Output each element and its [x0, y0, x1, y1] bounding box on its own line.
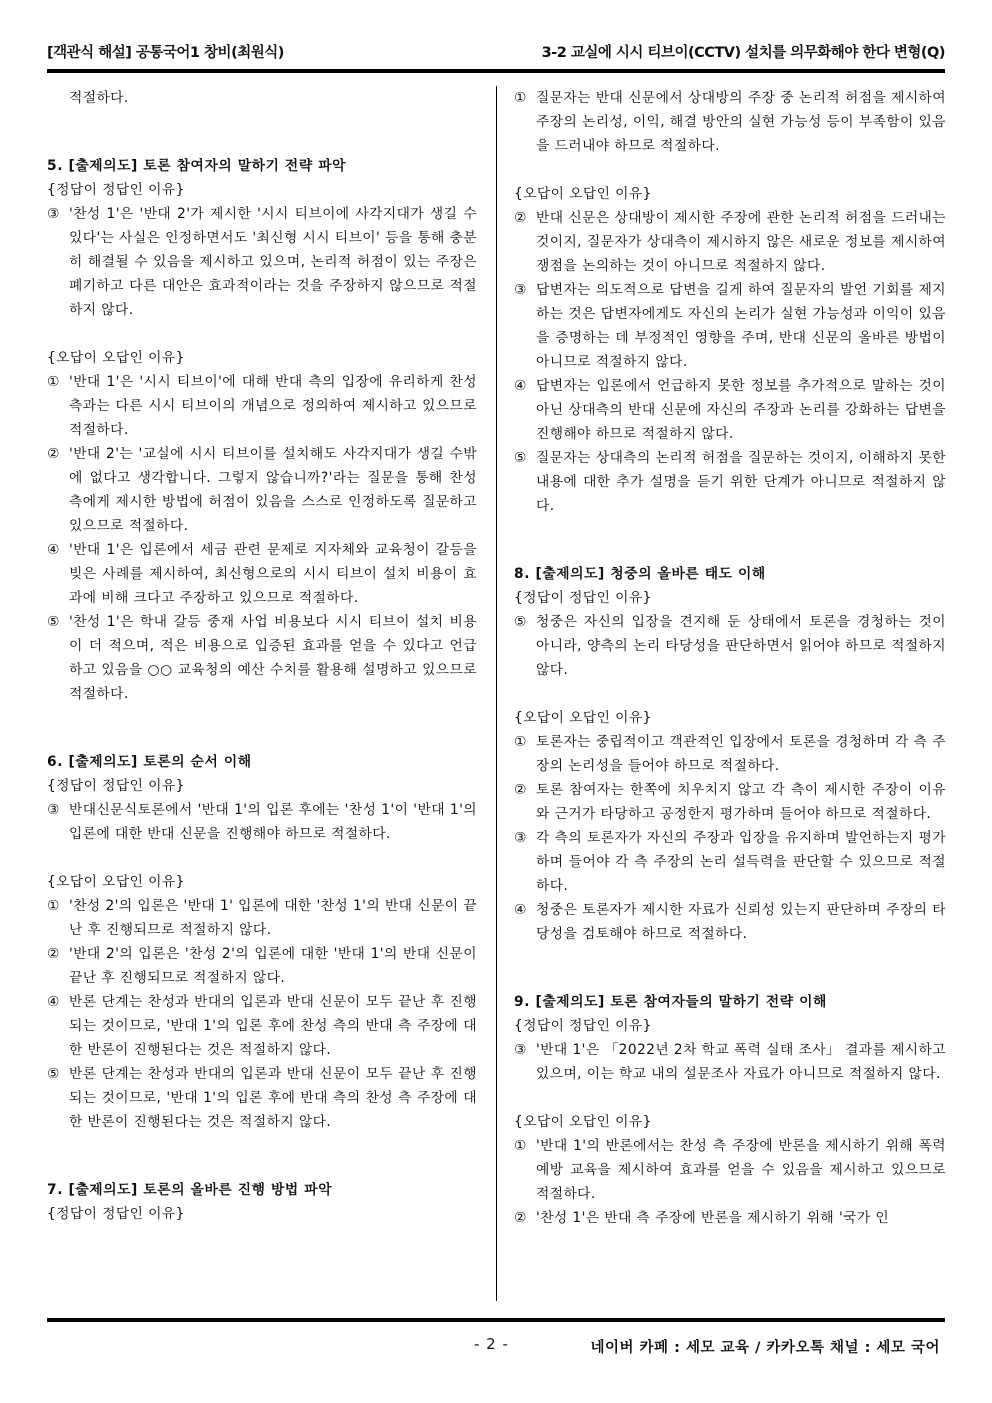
list-item: [514, 1038, 946, 1086]
item-text: '반대 1'의 반론에서는 찬성 측 주장에 반론을 제시하기 위해 폭력 예방 교육을 제시하여 효과를 얻을 수 있음을 제시하고 있으므로 적절하다.: [536, 1138, 946, 1202]
item-number: ③: [47, 802, 60, 818]
q5-wrong-list: [47, 370, 477, 706]
item-number: ①: [514, 1138, 527, 1154]
q6-wrong-list: [47, 894, 477, 1134]
header-right-title: 3-2 교실에 시시 티브이(CCTV) 설치를 의무화해야 한다 변형(Q): [541, 44, 945, 61]
item-text: 반대신문식토론에서 '반대 1'의 입론 후에는 '찬성 1'이 '반대 1'의 입론에 대한 반대 신문을 진행해야 하므로 적절하다.: [69, 802, 477, 842]
item-number: ②: [514, 1210, 527, 1226]
list-item: [514, 730, 946, 778]
q9-wrong-label: {오답이 오답인 이유}: [514, 1114, 652, 1130]
q7-wrong-list: [514, 206, 946, 518]
list-item: [47, 538, 477, 610]
q9-correct-list: [514, 1038, 946, 1086]
item-text: 질문자는 상대측의 논리적 허점을 질문하는 것이지, 이해하지 못한 내용에 대한 추가 설명을 듣기 위한 단계가 아니므로 적절하지 않다.: [536, 450, 946, 514]
q5-wrong-label: {오답이 오답인 이유}: [47, 350, 185, 366]
q8-wrong-list: [514, 730, 946, 946]
item-number: ⑤: [514, 614, 527, 630]
list-item: [47, 442, 477, 538]
item-text: '반대 2'의 입론은 '찬성 2'의 입론에 대한 '반대 1'의 반대 신문이 끝난 후 진행되므로 적절하지 않다.: [69, 946, 477, 986]
q6-title: 6. [출제의도] 토론의 순서 이해: [47, 754, 252, 770]
item-text: '찬성 1'은 '반대 2'가 제시한 '시시 티브이에 사각지대가 생길 수 있다'는 사실은 인정하면서도 '최신형 시시 티브이' 등을 통해 충분히 해결될 수 있음을 제시하고 있으며, 논리적 허점이 있는 주장은 폐기하고 다른 대안은 효과적이라는 것을 주장하지 않으므로 적절하지 않다.: [69, 206, 477, 318]
header-left-title: [객관식 해설] 공통국어1 창비(최원식): [47, 44, 284, 61]
item-number: ④: [514, 378, 527, 394]
item-text: 토론자는 중립적이고 객관적인 입장에서 토론을 경청하며 각 측 주장의 논리성을 들어야 하므로 적절하다.: [536, 734, 946, 774]
item-number: ③: [47, 206, 60, 222]
item-text: '반대 2'는 '교실에 시시 티브이를 설치해도 사각지대가 생길 수밖에 없다고 생각합니다. 그렇지 않습니까?'라는 질문을 통해 찬성 측에게 제시한 방법에 허점이 있음을 스스로 인정하도록 질문하고 있으므로 적절하다.: [69, 446, 477, 534]
footer-rule: [47, 1318, 945, 1322]
list-item: [514, 610, 946, 682]
q8-title: 8. [출제의도] 청중의 올바른 태도 이해: [514, 566, 766, 582]
carry-over-text: 적절하다.: [69, 90, 129, 106]
q6-wrong-label: {오답이 오답인 이유}: [47, 874, 185, 890]
q5-correct-list: [47, 202, 477, 322]
list-item: [514, 278, 946, 374]
item-number: ①: [47, 898, 60, 914]
item-text: 반론 단계는 찬성과 반대의 입론과 반대 신문이 모두 끝난 후 진행되는 것이므로, '반대 1'의 입론 후에 반대 측의 찬성 측 주장에 대한 반론이 진행된다는 것은 적절하지 않다.: [69, 1066, 477, 1130]
q8-correct-label: {정답이 정답인 이유}: [514, 590, 652, 606]
item-number: ②: [47, 446, 60, 462]
item-number: ①: [514, 90, 527, 106]
item-text: 청중은 자신의 입장을 견지해 둔 상태에서 토론을 경청하는 것이 아니라, 양측의 논리 타당성을 판단하면서 읽어야 하므로 적절하지 않다.: [536, 614, 946, 678]
q7-wrong-label: {오답이 오답인 이유}: [514, 186, 652, 202]
item-number: ⑤: [47, 614, 60, 630]
column-divider: [496, 86, 497, 1301]
list-item: [47, 894, 477, 942]
item-text: 토론 참여자는 한쪽에 치우치지 않고 각 측이 제시한 주장이 이유와 근거가 타당하고 공정한지 평가하며 들어야 하므로 적절하다.: [536, 782, 946, 822]
item-text: '반대 1'은 '시시 티브이'에 대해 반대 측의 입장에 유리하게 찬성 측과는 다른 시시 티브이의 개념으로 정의하여 제시하고 있으므로 적절하다.: [69, 374, 477, 438]
item-text: 답변자는 입론에서 언급하지 못한 정보를 추가적으로 말하는 것이 아닌 상대측의 반대 신문에 자신의 주장과 논리를 강화하는 답변을 진행해야 하므로 적절하지 않다.: [536, 378, 946, 442]
q8-wrong-label: {오답이 오답인 이유}: [514, 710, 652, 726]
item-number: ④: [514, 902, 527, 918]
item-text: '찬성 1'은 반대 측 주장에 반론을 제시하기 위해 '국가 인: [536, 1210, 890, 1226]
left-column: [47, 86, 477, 1226]
item-text: 반대 신문은 상대방이 제시한 주장에 관한 논리적 허점을 드러내는 것이지, 질문자가 상대측이 제시하지 않은 새로운 정보를 제시하여 쟁점을 논의하는 것이 아니므로 적절하지 않다.: [536, 210, 946, 274]
item-text: 각 측의 토론자가 자신의 주장과 입장을 유지하며 발언하는지 평가하며 들어야 각 측 주장의 논리 설득력을 판단할 수 있으므로 적절하다.: [536, 830, 946, 894]
q7-correct-list: [514, 86, 946, 158]
list-item: [514, 206, 946, 278]
list-item: [47, 370, 477, 442]
item-number: ②: [514, 210, 527, 226]
item-text: '반대 1'은 「2022년 2차 학교 폭력 실태 조사」 결과를 제시하고 있으며, 이는 학교 내의 설문조사 자료가 아니므로 적절하지 않다.: [536, 1042, 946, 1082]
list-item: [47, 610, 477, 706]
list-item: [514, 446, 946, 518]
header-rule: [47, 69, 945, 73]
item-text: 답변자는 의도적으로 답변을 길게 하여 질문자의 발언 기회를 제지하는 것은 답변자에게도 자신의 논리가 실현 가능성과 이익이 있음을 증명하는 데 부정적인 영향을 주며, 반대 신문의 올바른 방법이 아니므로 적절하지 않다.: [536, 282, 946, 370]
q8-correct-list: [514, 610, 946, 682]
q7-correct-label: {정답이 정답인 이유}: [47, 1206, 185, 1222]
list-item: [514, 1134, 946, 1206]
item-text: 청중은 토론자가 제시한 자료가 신뢰성 있는지 판단하며 주장의 타당성을 검토해야 하므로 적절하다.: [536, 902, 946, 942]
q6-correct-list: [47, 798, 477, 846]
list-item: [514, 898, 946, 946]
item-text: 질문자는 반대 신문에서 상대방의 주장 중 논리적 허점을 제시하여 주장의 논리성, 이익, 해결 방안의 실현 가능성 등이 부족함이 있음을 드러내야 하므로 적절하다.: [536, 90, 946, 154]
list-item: [514, 86, 946, 158]
item-number: ①: [47, 374, 60, 390]
list-item: [47, 202, 477, 322]
q9-title: 9. [출제의도] 토론 참여자들의 말하기 전략 이해: [514, 994, 827, 1010]
list-item: [47, 990, 477, 1062]
item-number: ②: [47, 946, 60, 962]
q9-wrong-list: [514, 1134, 946, 1230]
item-text: 반론 단계는 찬성과 반대의 입론과 반대 신문이 모두 끝난 후 진행되는 것이므로, '반대 1'의 입론 후에 찬성 측의 반대 측 주장에 대한 반론이 진행된다는 것은 적절하지 않다.: [69, 994, 477, 1058]
item-text: '찬성 1'은 학내 갈등 중재 사업 비용보다 시시 티브이 설치 비용이 더 적으며, 적은 비용으로 입증된 효과를 얻을 수 있다고 언급하고 있음을 ○○ 교육청의 예산 수치를 활용해 설명하고 있으므로 적절하다.: [69, 614, 477, 702]
item-text: '찬성 2'의 입론은 '반대 1' 입론에 대한 '찬성 1'의 반대 신문이 끝난 후 진행되므로 적절하지 않다.: [69, 898, 477, 938]
item-number: ③: [514, 830, 527, 846]
item-number: ⑤: [47, 1066, 60, 1082]
list-item: [47, 942, 477, 990]
list-item: [47, 798, 477, 846]
page-header: [47, 38, 945, 64]
item-number: ③: [514, 282, 527, 298]
item-number: ④: [47, 542, 60, 558]
list-item: [514, 826, 946, 898]
q5-title: 5. [출제의도] 토론 참여자의 말하기 전략 파악: [47, 158, 347, 174]
right-column: [514, 86, 946, 1230]
item-number: ③: [514, 1042, 527, 1058]
q7-title: 7. [출제의도] 토론의 올바른 진행 방법 파악: [47, 1182, 333, 1198]
list-item: [47, 1062, 477, 1134]
q5-correct-label: {정답이 정답인 이유}: [47, 182, 185, 198]
item-number: ①: [514, 734, 527, 750]
item-text: '반대 1'은 입론에서 세금 관련 문제로 지자체와 교육청이 갈등을 빚은 사례를 제시하여, 최신형으로의 시시 티브이 설치 비용이 효과에 비해 크다고 주장하고 있으므로 적절하다.: [69, 542, 477, 606]
list-item: [514, 374, 946, 446]
list-item: [514, 778, 946, 826]
item-number: ②: [514, 782, 527, 798]
q9-correct-label: {정답이 정답인 이유}: [514, 1018, 652, 1034]
item-number: ④: [47, 994, 60, 1010]
list-item: [514, 1206, 946, 1230]
q6-correct-label: {정답이 정답인 이유}: [47, 778, 185, 794]
footer-channel-text: 네이버 카페 : 세모 교육 / 카카오톡 채널 : 세모 국어: [590, 1340, 940, 1356]
page-number: - 2 -: [474, 1335, 509, 1353]
item-number: ⑤: [514, 450, 527, 466]
